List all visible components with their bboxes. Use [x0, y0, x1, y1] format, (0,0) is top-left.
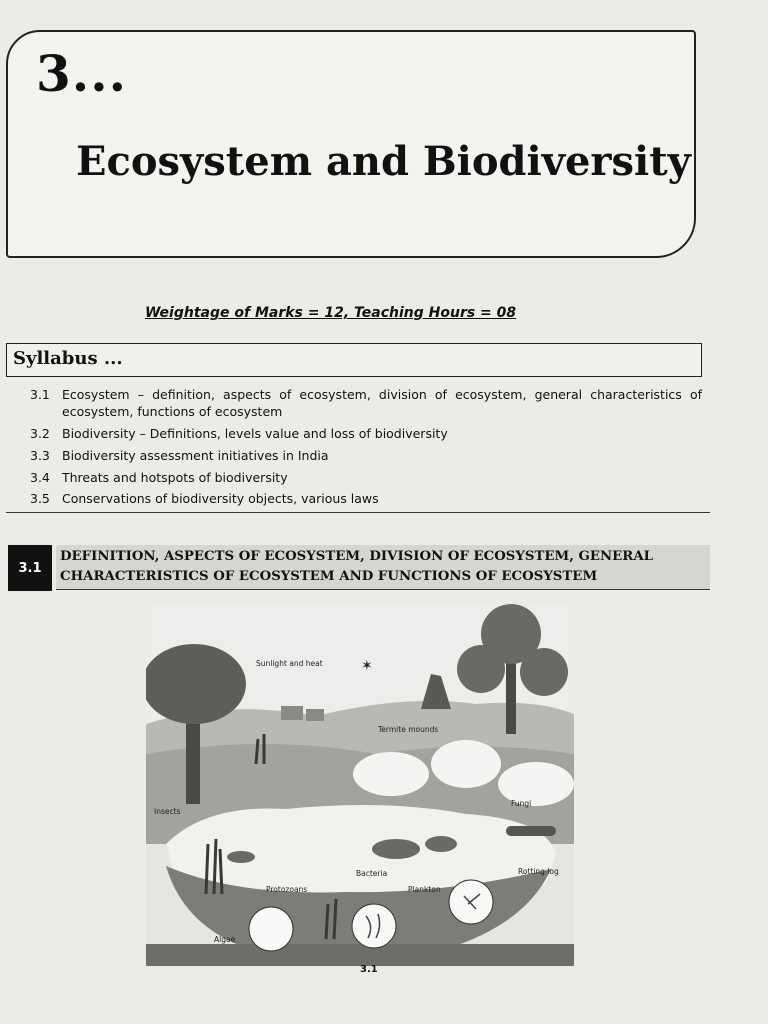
syllabus-title: Syllabus ...	[13, 348, 123, 369]
magnified-algae-circle	[249, 907, 293, 951]
syllabus-item-number: 3.2	[30, 425, 50, 441]
syllabus-item-text: Conservations of biodiversity objects, various laws	[62, 491, 379, 507]
syllabus-item-number: 3.4	[30, 469, 50, 485]
weightage-line: Weightage of Marks = 12, Teaching Hours = 08	[145, 305, 517, 321]
label-sunlight: Sunlight and heat	[256, 659, 323, 668]
syllabus-item-text: Threats and hotspots of biodiversity	[62, 469, 288, 485]
section-heading-line: DEFINITION, ASPECTS OF ECOSYSTEM, DIVISION OF ECOSYSTEM, GENERAL	[60, 549, 654, 564]
label-insects: Insects	[154, 807, 181, 816]
figure-caption: 3.1	[360, 964, 378, 975]
syllabus-item-number: 3.3	[30, 447, 50, 463]
section-heading	[60, 547, 653, 587]
syllabus-header	[6, 343, 702, 377]
magnified-bacteria-circle	[352, 904, 396, 948]
label-algae: Algae	[214, 935, 236, 944]
ecosystem-illustration	[146, 604, 574, 966]
syllabus-item	[30, 426, 702, 443]
section-number-badge: 3.1	[8, 545, 52, 591]
label-fungi: Fungi	[511, 799, 532, 808]
syllabus-item-text: Ecosystem – definition, aspects of ecosystem, division of ecosystem, general characteristics of ecosystem, functions of ecosystem	[62, 387, 702, 419]
section-heading-line: CHARACTERISTICS OF ECOSYSTEM AND FUNCTIONS OF ECOSYSTEM	[60, 569, 598, 584]
label-bacteria: Bacteria	[356, 869, 388, 878]
syllabus-item-number: 3.1	[30, 387, 50, 402]
divider-line	[6, 512, 710, 513]
label-protozoans: Protozoans	[266, 885, 308, 894]
syllabus-item	[30, 470, 702, 487]
label-rotting-log: Rotting log	[518, 867, 559, 876]
syllabus-list	[30, 387, 702, 513]
syllabus-item-number: 3.5	[30, 491, 50, 507]
chapter-title: Ecosystem and Biodiversity	[76, 138, 691, 185]
chapter-number: 3...	[36, 44, 128, 103]
syllabus-item-text: Biodiversity assessment initiatives in India	[62, 447, 329, 463]
syllabus-item	[30, 387, 702, 421]
syllabus-item-text: Biodiversity – Definitions, levels value and loss of biodiversity	[62, 425, 448, 441]
syllabus-item	[30, 491, 702, 508]
label-plankton: Plankton	[408, 885, 441, 894]
section-heading-bar	[56, 545, 710, 590]
svg-text:✶: ✶	[361, 658, 373, 674]
syllabus-item	[30, 448, 702, 465]
label-termite: Termite mounds	[378, 725, 439, 734]
